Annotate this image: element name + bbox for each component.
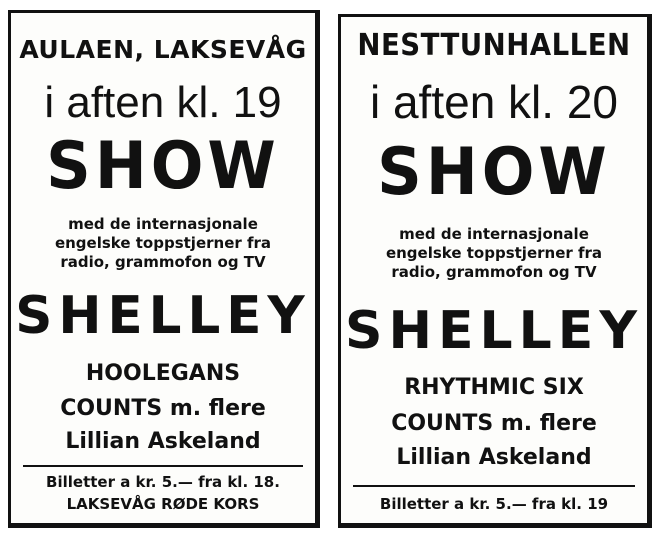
headliner-name: SHELLEY [345, 301, 643, 361]
venue-title: NESTTUNHALLEN [357, 28, 631, 63]
venue-title: AULAEN, LAKSEVÅG [19, 35, 307, 64]
show-heading: SHOW [46, 127, 280, 204]
subtitle-line-3: radio, grammofon og TV [391, 263, 597, 281]
ticket-info: Billetter a kr. 5.— fra kl. 18. [46, 473, 280, 491]
subtitle-line-1: med de internasjonale [68, 215, 258, 233]
subtitle-line-2: engelske toppstjerner fra [54, 234, 272, 252]
show-heading: SHOW [377, 133, 611, 210]
advertisement-nesttunhallen [338, 14, 652, 528]
act-3: Lillian Askeland [396, 445, 592, 470]
subtitle-line-3: radio, grammofon og TV [60, 253, 266, 271]
act-1: HOOLEGANS [85, 361, 241, 386]
organizer-name: LAKSEVÅG RØDE KORS [66, 495, 260, 513]
act-1: RHYTHMIC SIX [404, 375, 584, 400]
act-3: Lillian Askeland [65, 429, 261, 454]
act-2: COUNTS m. flere [391, 411, 597, 436]
headliner-name: SHELLEY [15, 286, 311, 346]
divider-rule [23, 465, 303, 467]
subtitle-line-1: med de internasjonale [399, 225, 589, 243]
act-2: COUNTS m. flere [60, 396, 266, 421]
advertisement-aulaen [8, 10, 320, 528]
show-time: i aften kl. 20 [369, 76, 619, 128]
ticket-info: Billetter a kr. 5.— fra kl. 19 [379, 495, 609, 513]
divider-rule [353, 485, 635, 487]
show-time: i aften kl. 19 [44, 78, 282, 127]
subtitle-line-2: engelske toppstjerner fra [385, 244, 603, 262]
